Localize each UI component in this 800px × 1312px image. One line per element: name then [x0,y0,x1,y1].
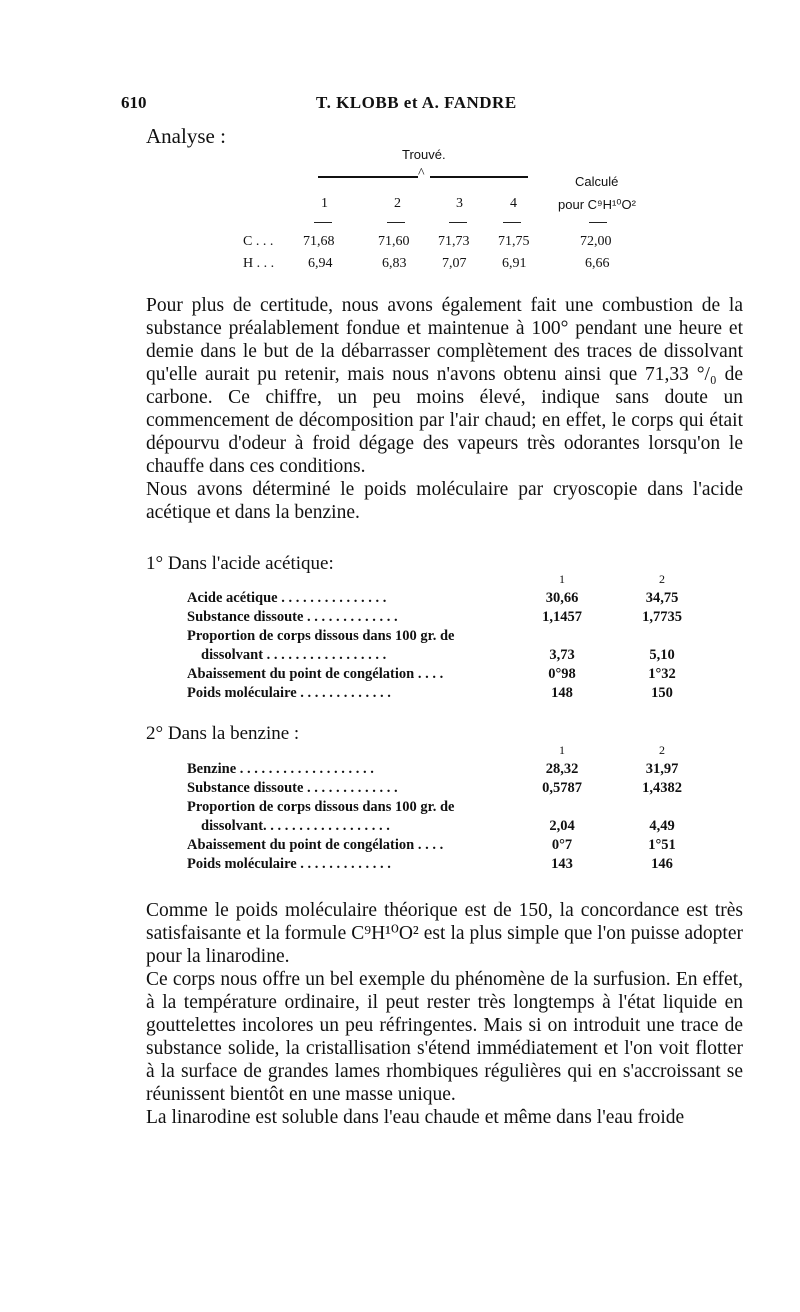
calc-formula: pour C⁹H¹⁰O² [558,197,636,212]
h-value-3: 7,07 [442,256,467,271]
benzene-table [187,743,747,875]
table-header-row [187,743,747,761]
value-1: 0,5787 [542,780,582,796]
row-label: Abaissement du point de congélation . . . . [187,666,444,682]
row-label: dissolvant . . . . . . . . . . . . . . . . . [201,647,387,663]
table-row [187,761,747,780]
brace-peak: ^ [418,166,425,181]
value-1: 28,32 [545,761,579,777]
h-calc: 6,66 [585,256,610,271]
page-number: 610 [121,93,147,112]
row-label-c: C . . . [243,234,274,249]
paragraph-solubility: La linarodine est soluble dans l'eau chaude et même dans l'eau froide [146,1107,685,1128]
acetic-section-title: 1° Dans l'acide acétique: [146,553,334,574]
col-header: 1 [559,572,565,586]
c-value-2: 71,60 [378,234,410,249]
body-text-block-1 [146,294,743,524]
running-title: T. KLOBB et A. FANDRE [316,93,517,112]
col-header-4: 4 [510,196,517,211]
c-value-3: 71,73 [438,234,470,249]
col-header: 1 [559,743,565,757]
value-1: 143 [551,856,573,872]
col-header-1: 1 [321,196,328,211]
brace-right [430,176,528,178]
table-row [187,818,747,837]
c-value-1: 71,68 [303,234,335,249]
table-row [187,799,747,818]
brace-left [318,176,418,178]
col-dash [589,222,607,223]
value-2: 1,4382 [642,780,682,796]
row-label: Poids moléculaire . . . . . . . . . . . . . [187,685,391,701]
value-2: 146 [651,856,673,872]
col-dash [387,222,405,223]
table-row [187,628,747,647]
row-label: Abaissement du point de congélation . . . . [187,837,444,853]
table-row [187,647,747,666]
c-value-4: 71,75 [498,234,530,249]
paragraph-conclusion: Comme le poids moléculaire théorique est de 150, la concordance est très satisfaisante et la formule C⁹H¹⁰O² est la plus simple que l'on puisse adopter pour la linarodine. [146,900,743,967]
h-value-2: 6,83 [382,256,407,271]
table-header-row [187,572,747,590]
value-2: 4,49 [649,818,675,834]
body-text-block-2 [146,899,743,1129]
col-header-3: 3 [456,196,463,211]
paragraph-combustion: Pour plus de certitude, nous avons également fait une combustion de la substance préalablement fondue et maintenue à 100° pendant une heure et demie dans le but de la débarrasser complètement des traces de dissolvant qu'elle aurait pu retenir, mais nous n'avons obtenu ainsi que 71,33 °/₀ de carbone. Ce chiffre, un peu moins élevé, indique sans doute un commencement de décomposition par l'air chaud; en effet, le corps qui était dépourvu d'odeur à froid dégage des vapeurs très odorantes lorsqu'on le chauffe dans ces conditions. [146,295,743,477]
row-label: Substance dissoute . . . . . . . . . . . . . [187,780,398,796]
col-header: 2 [659,743,665,757]
value-1: 0°7 [551,837,573,853]
h-value-4: 6,91 [502,256,527,271]
value-1: 0°98 [548,666,576,682]
value-2: 150 [651,685,673,701]
col-dash [314,222,332,223]
table-row [187,837,747,856]
row-label: Proportion de corps dissous dans 100 gr. de [187,628,455,644]
row-label: Benzine . . . . . . . . . . . . . . . . . . . [187,761,374,777]
row-label: Proportion de corps dissous dans 100 gr. de [187,799,455,815]
table-row [187,856,747,875]
benzene-section-title: 2° Dans la benzine : [146,723,300,744]
value-2: 1,7735 [642,609,682,625]
row-label: dissolvant. . . . . . . . . . . . . . . . . . [201,818,390,834]
value-2: 5,10 [649,647,675,663]
value-1: 1,1457 [542,609,582,625]
row-label: Substance dissoute . . . . . . . . . . . . . [187,609,398,625]
calc-label: Calculé [575,174,619,189]
value-2: 31,97 [645,761,679,777]
value-1: 3,73 [549,647,575,663]
value-1: 2,04 [549,818,575,834]
col-header: 2 [659,572,665,586]
value-1: 148 [551,685,573,701]
found-label: Trouvé. [402,147,446,162]
value-1: 30,66 [545,590,579,606]
col-dash [449,222,467,223]
paragraph-cryoscopy: Nous avons déterminé le poids moléculaire par cryoscopie dans l'acide acétique et dans la benzine. [146,479,743,523]
value-2: 1°32 [648,666,676,682]
value-2: 1°51 [648,837,676,853]
table-row [187,590,747,609]
value-2: 34,75 [645,590,679,606]
h-value-1: 6,94 [308,256,333,271]
col-dash [503,222,521,223]
table-row [187,609,747,628]
row-label: Poids moléculaire . . . . . . . . . . . . . [187,856,391,872]
paragraph-surfusion: Ce corps nous offre un bel exemple du phénomène de la surfusion. En effet, à la température ordinaire, il peut rester très longtemps à l'état liquide en gouttelettes incolores un peu réfringentes. Mais si on introduit une trace de substance solide, la cristallisation s'étend immédiatement et l'on voit flotter à la surface de grandes lames rhombiques régulières qui en s'accroissant se réunissent bientôt en une masse unique. [146,969,743,1105]
table-row [187,666,747,685]
row-label-h: H . . . [243,256,275,271]
analysis-title: Analyse : [146,124,226,148]
row-label: Acide acétique . . . . . . . . . . . . . . . [187,590,387,606]
c-calc: 72,00 [580,234,612,249]
table-row [187,780,747,799]
table-row [187,685,747,704]
acetic-table [187,572,747,704]
col-header-2: 2 [394,196,401,211]
